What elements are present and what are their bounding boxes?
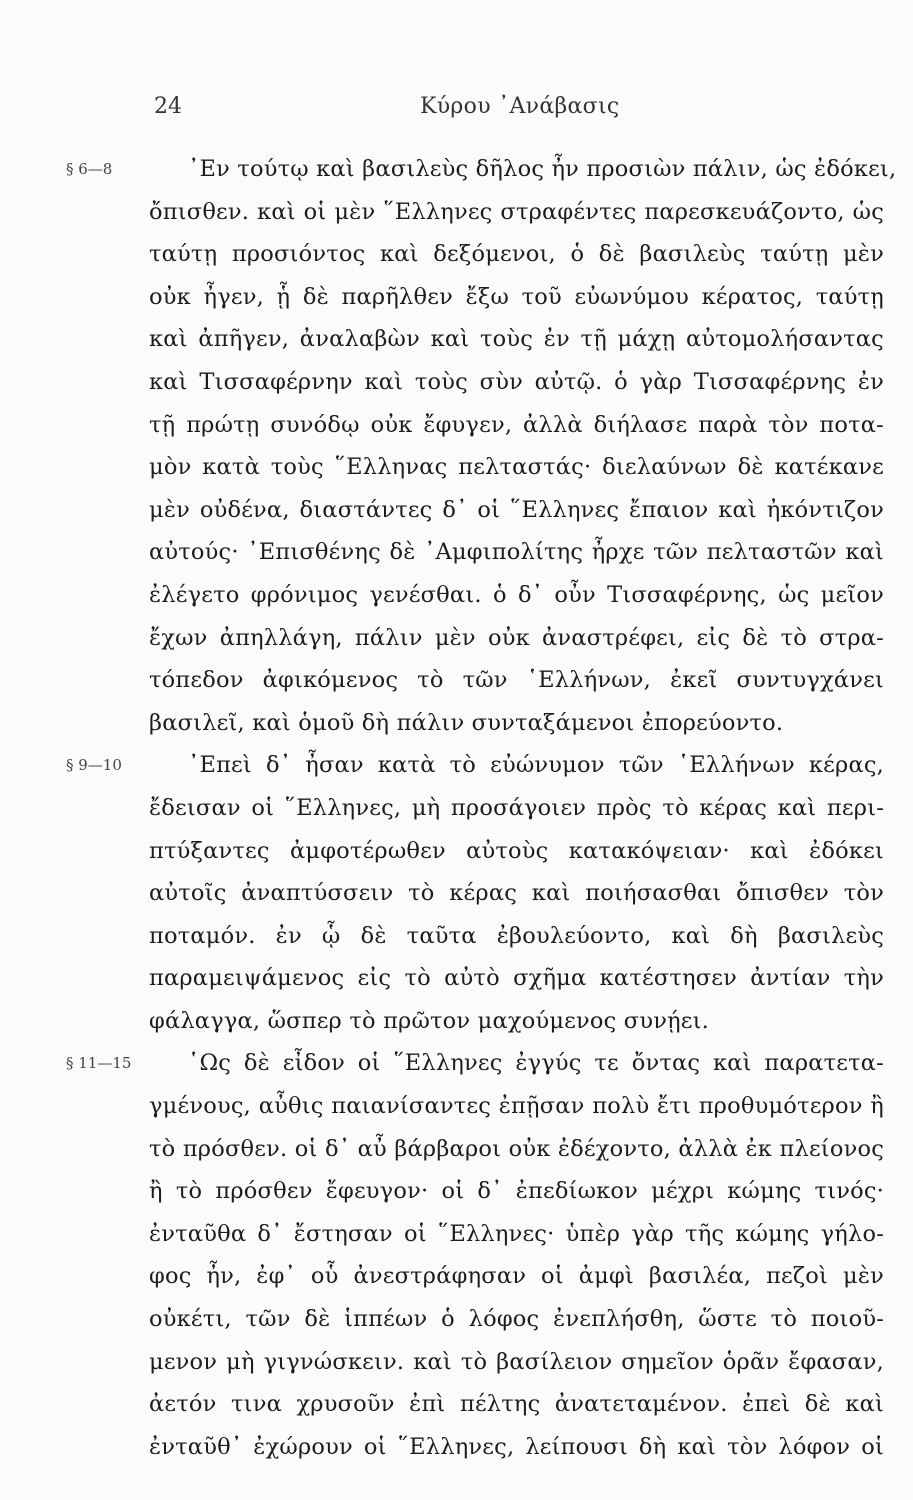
text-line: ᾿Εν τούτῳ καὶ βασιλεὺς δῆλος ἦν προσιὼν πάλιν, ὡς ἐδόκει, [188, 156, 897, 182]
text-line: ἔδεισαν οἱ ῞Ελληνες, μὴ προσάγοιεν πρὸς τὸ κέρας καὶ περι- [149, 794, 884, 821]
text-line: ἐνταῦθ᾿ ἐχώρουν οἱ ῞Ελληνες, λείπουσι δὴ καὶ τὸν λόφον οἱ [149, 1433, 884, 1460]
text-line: καὶ Τισσαφέρνην καὶ τοὺς σὺν αὐτῷ. ὁ γὰρ Τισσαφέρνης ἐν [149, 368, 884, 395]
text-line: τὸ πρόσθεν. οἱ δ᾿ αὖ βάρβαροι οὐκ ἐδέχοντο, ἀλλὰ ἐκ πλείονος [149, 1135, 884, 1162]
text-line: αὐτούς· ᾿Επισθένης δὲ ᾿Αμφιπολίτης ἦρχε τῶν πελταστῶν καὶ [149, 539, 884, 566]
section-9-10 [0, 744, 913, 1042]
section-11-15 [0, 1042, 913, 1468]
text-line: ᾿Επεὶ δ᾿ ἦσαν κατὰ τὸ εὐώνυμον τῶν ῾Ελλήνων κέρας, [188, 752, 884, 779]
text-line: βασιλεῖ, καὶ ὁμοῦ δὴ πάλιν συνταξάμενοι ἐπορεύοντο. [149, 709, 784, 736]
text-line: ὄπισθεν. καὶ οἱ μὲν ῞Ελληνες στραφέντες παρεσκευάζοντο, ὡς [149, 198, 884, 225]
text-line: ἢ τὸ πρόσθεν ἔφευγον· οἱ δ᾿ ἐπεδίωκον μέχρι κώμης τινός· [149, 1178, 884, 1205]
page-header [0, 94, 913, 134]
text-line: ἀετόν τινα χρυσοῦν ἐπὶ πέλτης ἀνατεταμένον. ἐπεὶ δὲ καὶ [149, 1391, 884, 1418]
text-line: αὐτοῖς ἀναπτύσσειν τὸ κέρας καὶ ποιήσασθαι ὄπισθεν τὸν [149, 880, 884, 907]
text-line: οὐκ ἦγεν, ᾗ δὲ παρῆλθεν ἔξω τοῦ εὐωνύμου κέρατος, ταύτῃ [149, 283, 884, 310]
text-line: μὲν οὐδένα, διαστάντες δ᾿ οἱ ῞Ελληνες ἔπαιον καὶ ἠκόντιζον [149, 496, 884, 523]
section-reference: § 11—15 [66, 1054, 132, 1073]
page-body [0, 148, 913, 1468]
text-line: οὐκέτι, τῶν δὲ ἱππέων ὁ λόφος ἐνεπλήσθη, ὥστε τὸ ποιοῦ- [149, 1306, 884, 1333]
text-line: καὶ ἀπῆγεν, ἀναλαβὼν καὶ τοὺς ἐν τῇ μάχῃ αὐτομολήσαντας [149, 326, 884, 353]
text-line: φος ἦν, ἐφ᾿ οὗ ἀνεστράφησαν οἱ ἀμφὶ βασιλέα, πεζοὶ μὲν [149, 1263, 884, 1290]
page-number: 24 [154, 94, 182, 119]
section-6-8 [0, 148, 913, 744]
text-line: τῇ πρώτῃ συνόδῳ οὐκ ἔφυγεν, ἀλλὰ διήλασε παρὰ τὸν ποτα- [149, 411, 884, 438]
text-line: ἐνταῦθα δ᾿ ἔστησαν οἱ ῞Ελληνες· ὑπὲρ γὰρ τῆς κώμης γήλο- [149, 1220, 884, 1247]
text-line: φάλαγγα, ὥσπερ τὸ πρῶτον μαχούμενος συνῄει. [149, 1007, 710, 1034]
running-title: Κύρου ᾿Ανάβασις [420, 94, 620, 119]
section-reference: § 6—8 [66, 160, 113, 178]
text-line: παραμειψάμενος εἰς τὸ αὐτὸ σχῆμα κατέστησεν ἀντίαν τὴν [149, 965, 884, 992]
text-line: ταύτῃ προσιόντος καὶ δεξόμενοι, ὁ δὲ βασιλεὺς ταύτῃ μὲν [149, 241, 884, 268]
text-line: μενον μὴ γιγνώσκειν. καὶ τὸ βασίλειον σημεῖον ὁρᾶν ἔφασαν, [149, 1348, 884, 1375]
text-line: πτύξαντες ἀμφοτέρωθεν αὐτοὺς κατακόψειαν· καὶ ἐδόκει [149, 837, 884, 864]
text-line: ποταμόν. ἐν ᾧ δὲ ταῦτα ἐβουλεύοντο, καὶ δὴ βασιλεὺς [149, 922, 884, 949]
text-line: ἐλέγετο φρόνιμος γενέσθαι. ὁ δ᾿ οὖν Τισσαφέρνης, ὡς μεῖον [149, 581, 884, 608]
text-line: μὸν κατὰ τοὺς ῞Ελληνας πελταστάς· διελαύνων δὲ κατέκανε [149, 454, 884, 481]
text-line: ῾Ως δὲ εἶδον οἱ ῞Ελληνες ἐγγύς τε ὄντας καὶ παρατετα- [188, 1050, 884, 1077]
text-line: γμένους, αὖθις παιανίσαντες ἐπῇσαν πολὺ ἔτι προθυμότερον ἢ [149, 1093, 884, 1120]
text-line: τόπεδον ἀφικόμενος τὸ τῶν ῾Ελλήνων, ἐκεῖ συντυγχάνει [149, 667, 884, 694]
section-reference: § 9—10 [66, 756, 122, 775]
text-line: ἔχων ἀπηλλάγη, πάλιν μὲν οὐκ ἀναστρέφει, εἰς δὲ τὸ στρα- [149, 624, 884, 651]
